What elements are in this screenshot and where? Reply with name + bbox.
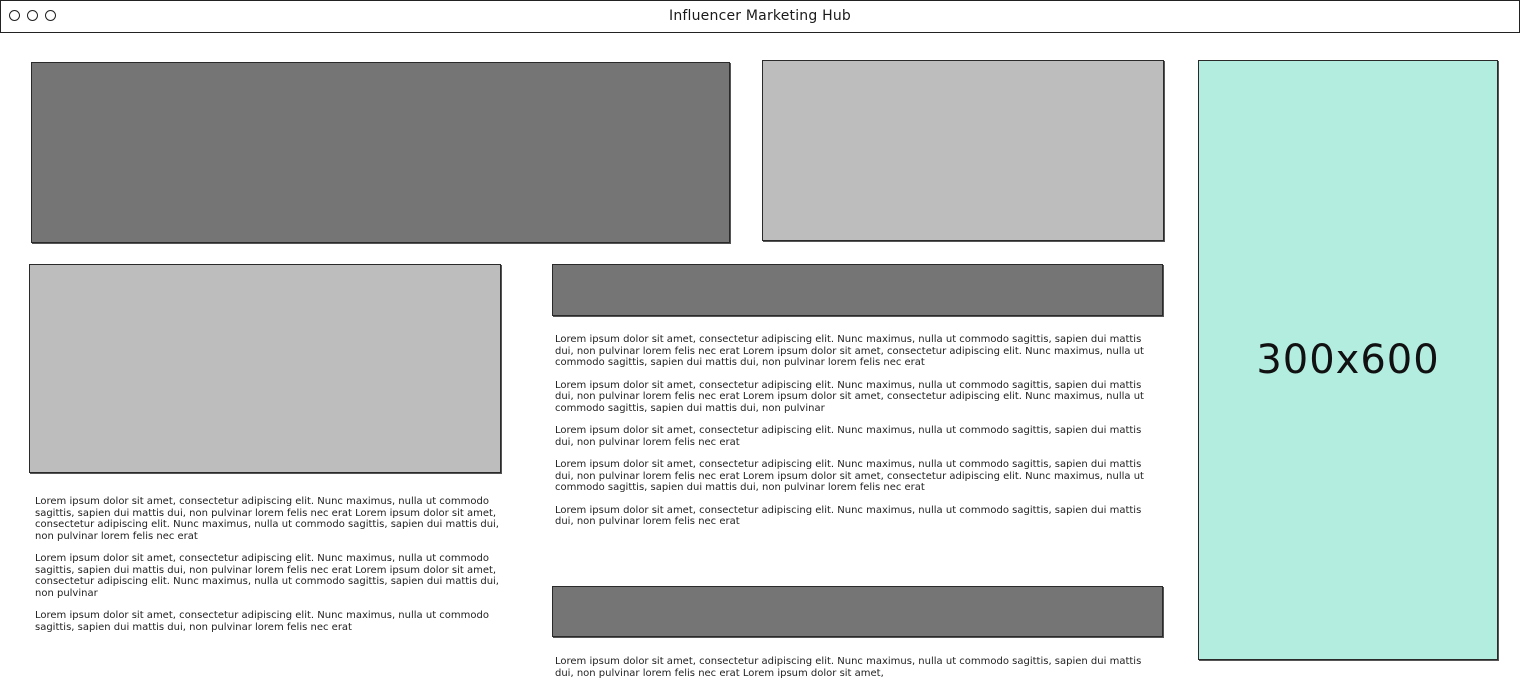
left-article-text — [35, 496, 500, 644]
section-header-bar — [552, 264, 1163, 316]
paragraph: Lorem ipsum dolor sit amet, consectetur adipiscing elit. Nunc maximus, nulla ut commodo sagittis, sapien dui mattis dui, non pulvinar lorem felis nec erat Lorem ipsum dolor sit amet, consectetur adipiscing elit. Nunc maximus, nulla ut commodo sagittis, sapien dui mattis dui, non pulvinar lorem felis nec erat — [555, 459, 1144, 493]
hero-image-placeholder — [31, 62, 730, 243]
window-titlebar — [0, 0, 1520, 33]
paragraph: Lorem ipsum dolor sit amet, consectetur adipiscing elit. Nunc maximus, nulla ut commodo sagittis, sapien dui mattis dui, non pulvinar lorem felis nec erat — [555, 504, 1142, 527]
article-image-placeholder — [29, 264, 501, 473]
paragraph: Lorem ipsum dolor sit amet, consectetur adipiscing elit. Nunc maximus, nulla ut commodo sagittis, sapien dui mattis dui, non pulvinar lorem felis nec erat Lorem ipsum dolor sit amet, — [555, 656, 1142, 679]
section-header-bar — [552, 586, 1163, 637]
paragraph: Lorem ipsum dolor sit amet, consectetur adipiscing elit. Nunc maximus, nulla ut commodo sagittis, sapien dui mattis dui, non pulvinar lorem felis nec erat — [35, 610, 489, 633]
middle-bottom-text — [555, 656, 1160, 690]
ad-placeholder-300x600[interactable] — [1198, 60, 1498, 660]
paragraph: Lorem ipsum dolor sit amet, consectetur adipiscing elit. Nunc maximus, nulla ut commodo sagittis, sapien dui mattis dui, non pulvinar lorem felis nec erat Lorem ipsum dolor sit amet, consectetur adipiscing elit. Nunc maximus, nulla ut commodo sagittis, sapien dui mattis dui, non pulvinar lorem felis nec erat — [35, 496, 499, 542]
paragraph: Lorem ipsum dolor sit amet, consectetur adipiscing elit. Nunc maximus, nulla ut commodo sagittis, sapien dui mattis dui, non pulvinar lorem felis nec erat Lorem ipsum dolor sit amet, consectetur adipiscing elit. Nunc maximus, nulla ut commodo sagittis, sapien dui mattis dui, non pulvinar — [35, 553, 499, 599]
window-title: Influencer Marketing Hub — [668, 8, 851, 24]
middle-article-text — [555, 334, 1160, 539]
feature-image-placeholder — [762, 60, 1164, 241]
paragraph: Lorem ipsum dolor sit amet, consectetur adipiscing elit. Nunc maximus, nulla ut commodo sagittis, sapien dui mattis dui, non pulvinar lorem felis nec erat Lorem ipsum dolor sit amet, consectetur adipiscing elit. Nunc maximus, nulla ut commodo sagittis, sapien dui mattis dui, non pulvinar — [555, 379, 1144, 414]
ad-size-label: 300x600 — [1256, 337, 1440, 383]
paragraph: Lorem ipsum dolor sit amet, consectetur adipiscing elit. Nunc maximus, nulla ut commodo sagittis, sapien dui mattis dui, non pulvinar lorem felis nec erat Lorem ipsum dolor sit amet, consectetur adipiscing elit. Nunc maximus, nulla ut commodo sagittis, sapien dui mattis dui, non pulvinar lorem felis nec erat — [555, 334, 1144, 368]
paragraph: Lorem ipsum dolor sit amet, consectetur adipiscing elit. Nunc maximus, nulla ut commodo sagittis, sapien dui mattis dui, non pulvinar lorem felis nec erat — [555, 425, 1142, 448]
